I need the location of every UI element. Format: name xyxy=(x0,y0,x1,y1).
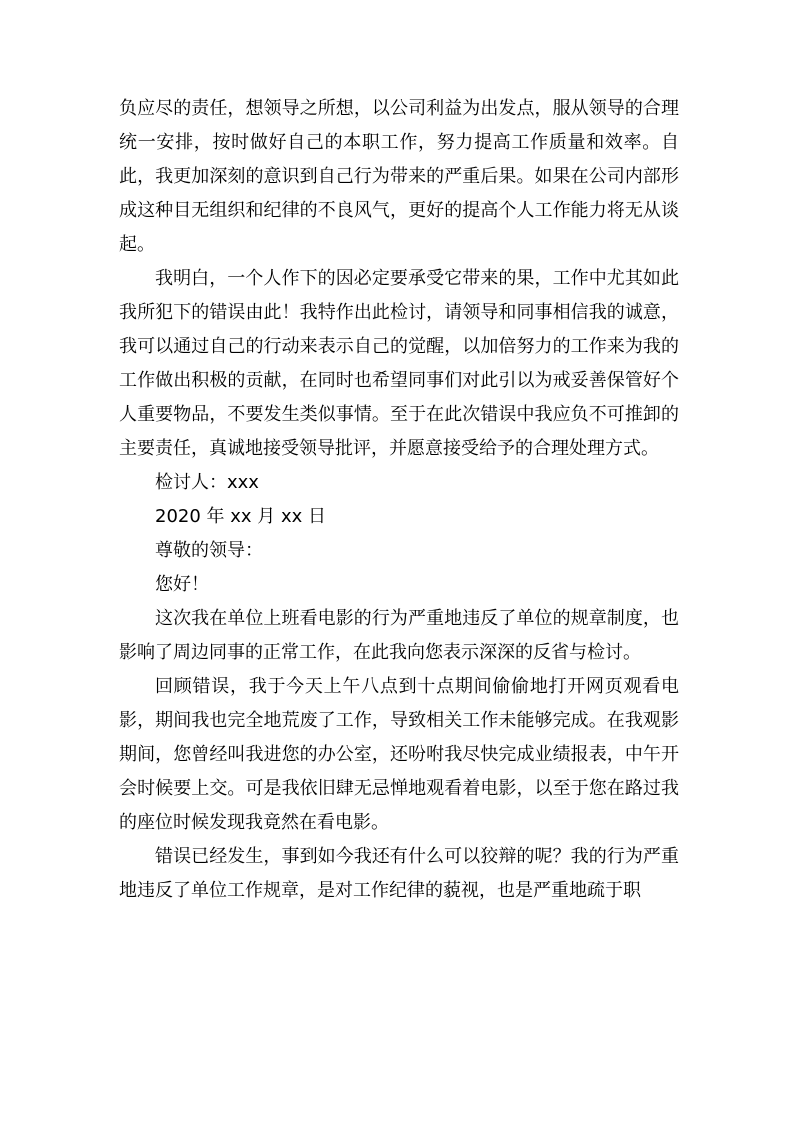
greeting: 您好！ xyxy=(155,574,209,595)
paragraph-admission: 错误已经发生，事到如今我还有什么可以狡辩的呢？我的行为严重地违反了单位工作规章，是对工作纪律的藐视，也是严重地疏于职 xyxy=(119,846,679,901)
document-page xyxy=(119,92,679,908)
date-line: 2020 年 xx 月 xx 日 xyxy=(155,506,327,527)
paragraph-review: 回顾错误，我于今天上午八点到十点期间偷偷地打开网页观看电影，期间我也完全地荒废了工作，导致相关工作未能够完成。在我观影期间，您曾经叫我进您的办公室，还吩咐我尽快完成业绩报表，中午开会时候要上交。可是我依旧肆无忌惮地观看着电影，以至于您在路过我的座位时候发现我竟然在看电影。 xyxy=(119,676,679,833)
paragraph-continuation: 负应尽的责任，想领导之所想，以公司利益为出发点，服从领导的合理统一安排，按时做好自己的本职工作，努力提高工作质量和效率。自此，我更加深刻的意识到自己行为带来的严重后果。如果在公司内部形成这种目无组织和纪律的不良风气，更好的提高个人工作能力将无从谈起。 xyxy=(119,98,679,255)
paragraph-realization: 我明白，一个人作下的因必定要承受它带来的果，工作中尤其如此我所犯下的错误由此！我特作出此检讨，请领导和同事相信我的诚意，我可以通过自己的行动来表示自己的觉醒，以加倍努力的工作来为我的工作做出积极的贡献，在同时也希望同事们对此引以为戒妥善保管好个人重要物品，不要发生类似事情。至于在此次错误中我应负不可推卸的主要责任，真诚地接受领导批评，并愿意接受给予的合理处理方式。 xyxy=(119,268,679,459)
salutation: 尊敬的领导： xyxy=(155,540,263,561)
paragraph-intro: 这次我在单位上班看电影的行为严重地违反了单位的规章制度，也影响了周边同事的正常工作，在此我向您表示深深的反省与检讨。 xyxy=(119,608,679,663)
signature-line: 检讨人：xxx xyxy=(155,472,259,493)
